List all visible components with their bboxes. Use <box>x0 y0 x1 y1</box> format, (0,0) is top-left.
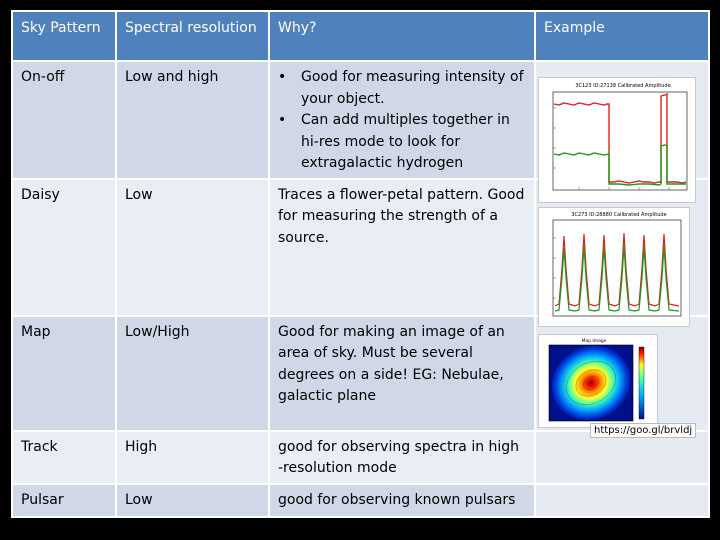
why-bullet: • Good for measuring intensity of your object. <box>278 67 526 110</box>
cell-pattern: Map <box>12 316 116 431</box>
cell-pattern: On-off <box>12 61 116 179</box>
table-row <box>12 484 709 517</box>
cell-resolution: Low <box>116 484 269 517</box>
cell-why <box>269 61 535 179</box>
cell-resolution: Low <box>116 179 269 316</box>
map-example-image <box>538 334 658 428</box>
cell-why: good for observing spectra in high -resolution mode <box>269 431 535 484</box>
cell-example <box>535 484 709 517</box>
header-example: Example <box>535 11 709 61</box>
source-link[interactable]: https://goo.gl/brvldj <box>590 423 696 438</box>
cell-resolution: High <box>116 431 269 484</box>
why-bullet-list <box>278 67 526 175</box>
cell-resolution: Low and high <box>116 61 269 179</box>
daisy-example-plot <box>538 207 690 327</box>
colorbar <box>639 347 644 419</box>
cell-example <box>535 431 709 484</box>
cell-why: good for observing known pulsars <box>269 484 535 517</box>
cell-pattern: Daisy <box>12 179 116 316</box>
header-row <box>12 11 709 61</box>
cell-pattern: Track <box>12 431 116 484</box>
cell-why: Traces a flower-petal pattern. Good for measuring the strength of a source. <box>269 179 535 316</box>
header-spectral-resolution: Spectral resolution <box>116 11 269 61</box>
header-why: Why? <box>269 11 535 61</box>
onoff-example-plot <box>538 77 696 203</box>
why-bullet: • Can add multiples together in hi-res mode to look for extragalactic hydrogen <box>278 110 526 175</box>
daisy-plot-title: 3C273 ID:28880 Calibrated Amplitude <box>571 212 667 218</box>
cell-pattern: Pulsar <box>12 484 116 517</box>
cell-resolution: Low/High <box>116 316 269 431</box>
table-row <box>12 431 709 484</box>
onoff-plot-title: 3C123 ID:27138 Calibrated Amplitude <box>575 83 671 89</box>
header-sky-pattern: Sky Pattern <box>12 11 116 61</box>
cell-why: Good for making an image of an area of sky. Must be several degrees on a side! EG: Nebulae, galactic plane <box>269 316 535 431</box>
map-plot-title: Map Image <box>581 339 607 344</box>
